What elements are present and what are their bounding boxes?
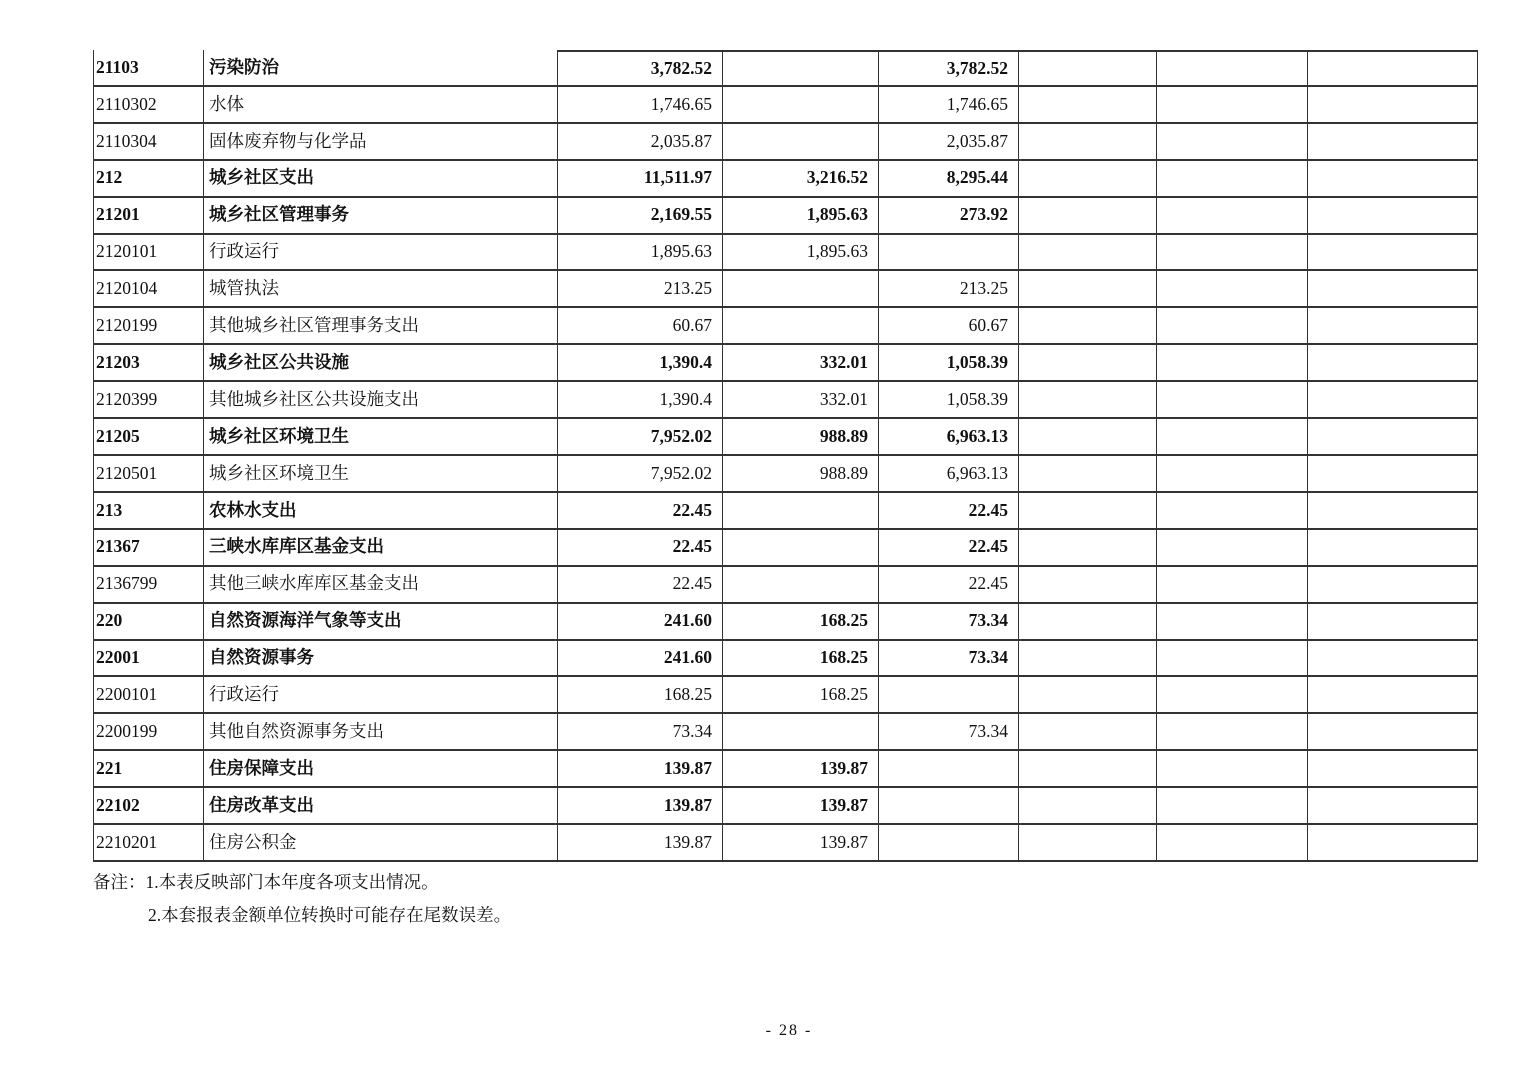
amount-cell: 73.34	[879, 641, 1019, 678]
amount-cell	[723, 271, 879, 308]
subject-code-cell: 2210201	[94, 825, 204, 862]
subject-code-cell: 22001	[94, 641, 204, 678]
amount-cell	[1308, 235, 1478, 272]
subject-name-cell: 城乡社区公共设施	[204, 345, 558, 382]
amount-cell	[723, 124, 879, 161]
notes-block	[93, 866, 511, 932]
subject-code-cell: 220	[94, 604, 204, 641]
subject-code-cell: 21205	[94, 419, 204, 456]
amount-cell	[1157, 604, 1308, 641]
amount-cell: 22.45	[558, 493, 723, 530]
amount-cell	[1308, 124, 1478, 161]
amount-cell	[1308, 382, 1478, 419]
amount-cell	[1019, 456, 1157, 493]
amount-cell	[1019, 124, 1157, 161]
subject-code-cell: 21103	[94, 50, 204, 87]
amount-cell: 3,782.52	[879, 50, 1019, 87]
amount-cell	[1308, 87, 1478, 124]
subject-name-cell: 城乡社区环境卫生	[204, 456, 558, 493]
subject-name-cell: 污染防治	[204, 50, 558, 87]
amount-cell	[1157, 382, 1308, 419]
amount-cell	[1019, 825, 1157, 862]
amount-cell	[1308, 198, 1478, 235]
amount-cell	[1157, 161, 1308, 198]
amount-cell: 168.25	[558, 677, 723, 714]
amount-cell: 73.34	[558, 714, 723, 751]
subject-code-cell: 2120501	[94, 456, 204, 493]
amount-cell	[1019, 493, 1157, 530]
amount-cell	[1308, 419, 1478, 456]
amount-cell	[1157, 87, 1308, 124]
amount-cell: 1,058.39	[879, 345, 1019, 382]
amount-cell	[1157, 493, 1308, 530]
amount-cell	[1157, 345, 1308, 382]
amount-cell: 213.25	[558, 271, 723, 308]
subject-name-cell: 其他自然资源事务支出	[204, 714, 558, 751]
subject-name-cell: 行政运行	[204, 235, 558, 272]
amount-cell: 6,963.13	[879, 456, 1019, 493]
amount-cell: 139.87	[723, 788, 879, 825]
amount-cell: 8,295.44	[879, 161, 1019, 198]
amount-cell: 273.92	[879, 198, 1019, 235]
amount-cell	[1019, 161, 1157, 198]
subject-name-cell: 城乡社区管理事务	[204, 198, 558, 235]
amount-cell	[879, 825, 1019, 862]
amount-cell: 22.45	[558, 567, 723, 604]
amount-cell: 139.87	[558, 788, 723, 825]
amount-cell: 7,952.02	[558, 419, 723, 456]
subject-code-cell: 212	[94, 161, 204, 198]
subject-name-cell: 城乡社区环境卫生	[204, 419, 558, 456]
amount-cell: 168.25	[723, 604, 879, 641]
page-number: - 28 -	[765, 1022, 813, 1039]
subject-name-cell: 其他城乡社区管理事务支出	[204, 308, 558, 345]
amount-cell	[879, 788, 1019, 825]
subject-code-cell: 21201	[94, 198, 204, 235]
amount-cell	[1157, 530, 1308, 567]
amount-cell: 213.25	[879, 271, 1019, 308]
amount-cell: 2,169.55	[558, 198, 723, 235]
notes-label: 备注：	[93, 872, 146, 892]
subject-code-cell: 213	[94, 493, 204, 530]
amount-cell	[723, 714, 879, 751]
note-line-1	[93, 866, 511, 899]
amount-cell	[1157, 124, 1308, 161]
subject-name-cell: 住房改革支出	[204, 788, 558, 825]
amount-cell	[879, 677, 1019, 714]
amount-cell: 22.45	[879, 530, 1019, 567]
subject-code-cell: 221	[94, 751, 204, 788]
amount-cell	[1157, 308, 1308, 345]
amount-cell: 22.45	[879, 493, 1019, 530]
amount-cell	[1019, 714, 1157, 751]
subject-code-cell: 21367	[94, 530, 204, 567]
subject-code-cell: 2110304	[94, 124, 204, 161]
amount-cell	[1157, 456, 1308, 493]
note-1-text: 1.本表反映部门本年度各项支出情况。	[145, 872, 439, 892]
amount-cell: 2,035.87	[879, 124, 1019, 161]
amount-cell	[1019, 604, 1157, 641]
amount-cell	[723, 567, 879, 604]
amount-cell	[1308, 677, 1478, 714]
amount-cell	[1157, 50, 1308, 87]
amount-cell: 1,390.4	[558, 345, 723, 382]
subject-name-cell: 水体	[204, 87, 558, 124]
amount-cell: 988.89	[723, 419, 879, 456]
amount-cell	[1019, 530, 1157, 567]
amount-cell	[1157, 419, 1308, 456]
amount-cell: 6,963.13	[879, 419, 1019, 456]
subject-name-cell: 三峡水库库区基金支出	[204, 530, 558, 567]
amount-cell	[1019, 50, 1157, 87]
amount-cell: 3,216.52	[723, 161, 879, 198]
subject-name-cell: 固体废弃物与化学品	[204, 124, 558, 161]
amount-cell: 73.34	[879, 604, 1019, 641]
amount-cell	[1308, 788, 1478, 825]
amount-cell	[1019, 345, 1157, 382]
amount-cell	[1019, 641, 1157, 678]
subject-code-cell: 2110302	[94, 87, 204, 124]
amount-cell	[1308, 161, 1478, 198]
amount-cell: 1,895.63	[558, 235, 723, 272]
amount-cell	[723, 308, 879, 345]
amount-cell: 332.01	[723, 345, 879, 382]
amount-cell: 139.87	[558, 825, 723, 862]
subject-name-cell: 自然资源海洋气象等支出	[204, 604, 558, 641]
amount-cell: 73.34	[879, 714, 1019, 751]
amount-cell: 139.87	[723, 751, 879, 788]
amount-cell	[1308, 530, 1478, 567]
amount-cell	[1019, 271, 1157, 308]
subject-code-cell: 2120199	[94, 308, 204, 345]
amount-cell: 2,035.87	[558, 124, 723, 161]
amount-cell: 1,895.63	[723, 198, 879, 235]
subject-code-cell: 2200101	[94, 677, 204, 714]
amount-cell	[723, 530, 879, 567]
amount-cell: 22.45	[558, 530, 723, 567]
amount-cell: 1,746.65	[558, 87, 723, 124]
amount-cell: 241.60	[558, 604, 723, 641]
subject-code-cell: 2200199	[94, 714, 204, 751]
amount-cell	[1157, 751, 1308, 788]
amount-cell: 60.67	[558, 308, 723, 345]
amount-cell	[1019, 677, 1157, 714]
amount-cell: 60.67	[879, 308, 1019, 345]
amount-cell: 241.60	[558, 641, 723, 678]
amount-cell: 1,746.65	[879, 87, 1019, 124]
amount-cell: 7,952.02	[558, 456, 723, 493]
amount-cell	[1157, 235, 1308, 272]
amount-cell	[1019, 382, 1157, 419]
amount-cell	[1019, 87, 1157, 124]
amount-cell: 1,895.63	[723, 235, 879, 272]
amount-cell	[1308, 567, 1478, 604]
subject-code-cell: 2120399	[94, 382, 204, 419]
amount-cell	[1157, 198, 1308, 235]
amount-cell: 988.89	[723, 456, 879, 493]
amount-cell	[1019, 235, 1157, 272]
amount-cell	[879, 751, 1019, 788]
amount-cell	[1308, 493, 1478, 530]
amount-cell	[723, 50, 879, 87]
note-line-2: 2.本套报表金额单位转换时可能存在尾数误差。	[148, 905, 512, 925]
amount-cell	[1157, 714, 1308, 751]
subject-name-cell: 城乡社区支出	[204, 161, 558, 198]
amount-cell: 22.45	[879, 567, 1019, 604]
amount-cell: 168.25	[723, 641, 879, 678]
amount-cell	[1308, 456, 1478, 493]
amount-cell	[1019, 567, 1157, 604]
amount-cell	[723, 87, 879, 124]
amount-cell	[1308, 271, 1478, 308]
expenditure-table	[93, 50, 1478, 862]
amount-cell	[1308, 714, 1478, 751]
subject-code-cell: 21203	[94, 345, 204, 382]
amount-cell	[1308, 345, 1478, 382]
amount-cell	[1019, 419, 1157, 456]
amount-cell	[1308, 50, 1478, 87]
amount-cell	[1019, 308, 1157, 345]
amount-cell: 11,511.97	[558, 161, 723, 198]
amount-cell: 168.25	[723, 677, 879, 714]
amount-cell	[1157, 567, 1308, 604]
amount-cell: 1,390.4	[558, 382, 723, 419]
amount-cell	[1308, 751, 1478, 788]
amount-cell	[1019, 788, 1157, 825]
amount-cell: 139.87	[558, 751, 723, 788]
amount-cell: 139.87	[723, 825, 879, 862]
subject-name-cell: 住房保障支出	[204, 751, 558, 788]
subject-code-cell: 22102	[94, 788, 204, 825]
subject-name-cell: 农林水支出	[204, 493, 558, 530]
amount-cell	[1157, 641, 1308, 678]
subject-code-cell: 2120101	[94, 235, 204, 272]
amount-cell: 1,058.39	[879, 382, 1019, 419]
amount-cell	[1308, 308, 1478, 345]
amount-cell	[1308, 604, 1478, 641]
amount-cell	[1019, 198, 1157, 235]
amount-cell: 332.01	[723, 382, 879, 419]
amount-cell	[1308, 641, 1478, 678]
subject-name-cell: 城管执法	[204, 271, 558, 308]
subject-code-cell: 2136799	[94, 567, 204, 604]
amount-cell	[1157, 677, 1308, 714]
amount-cell	[1157, 271, 1308, 308]
subject-name-cell: 其他城乡社区公共设施支出	[204, 382, 558, 419]
amount-cell: 3,782.52	[558, 50, 723, 87]
amount-cell	[723, 493, 879, 530]
subject-name-cell: 其他三峡水库库区基金支出	[204, 567, 558, 604]
subject-name-cell: 自然资源事务	[204, 641, 558, 678]
amount-cell	[1308, 825, 1478, 862]
subject-name-cell: 住房公积金	[204, 825, 558, 862]
amount-cell	[1019, 751, 1157, 788]
amount-cell	[1157, 788, 1308, 825]
amount-cell	[879, 235, 1019, 272]
subject-code-cell: 2120104	[94, 271, 204, 308]
subject-name-cell: 行政运行	[204, 677, 558, 714]
amount-cell	[1157, 825, 1308, 862]
